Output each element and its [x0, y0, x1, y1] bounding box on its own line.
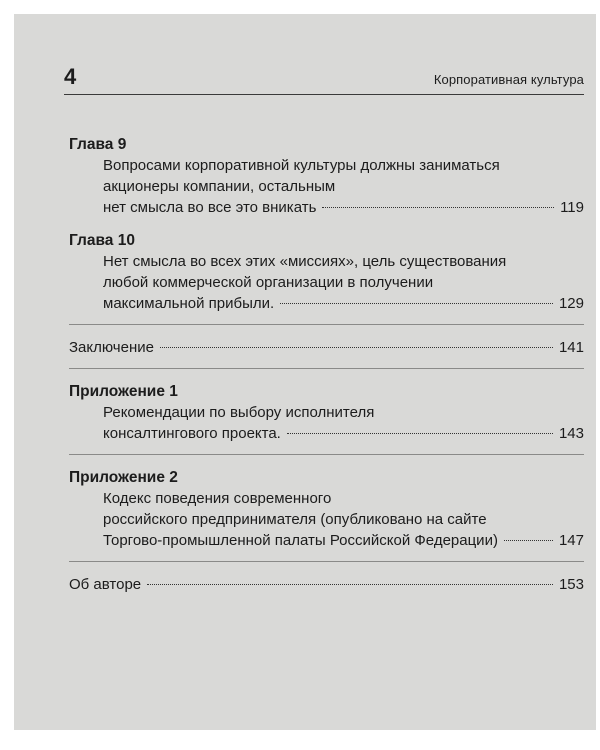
- page-ref: 147: [558, 532, 584, 549]
- toc-entry[interactable]: [69, 155, 584, 218]
- page-ref: 153: [558, 576, 584, 593]
- chapter-label: Глава 9: [69, 136, 127, 153]
- entry-line: консалтингового проекта.: [103, 425, 281, 442]
- table-of-contents: [69, 122, 584, 595]
- dot-leader: [504, 540, 553, 541]
- toc-entry-about-author[interactable]: [69, 574, 584, 595]
- entry-leader-line: [103, 293, 584, 314]
- entry-line: нет смысла во все это вникать: [103, 199, 317, 216]
- entry-line: любой коммерческой организации в получении: [103, 274, 434, 291]
- dot-leader: [147, 584, 553, 585]
- entry-line: Кодекс поведения современного: [103, 490, 332, 507]
- page-ref: 143: [558, 425, 584, 442]
- toc-entry[interactable]: [69, 251, 584, 314]
- entry-line: максимальной прибыли.: [103, 295, 275, 312]
- toc-section-chapter-10: [69, 230, 584, 314]
- page-number: 4: [64, 64, 77, 89]
- toc-section-chapter-9: [69, 134, 584, 218]
- dot-leader: [322, 207, 554, 208]
- dot-leader: [287, 433, 553, 434]
- section-divider: [69, 324, 584, 325]
- entry-line: акционеры компании, остальным: [103, 178, 336, 195]
- entry-title: Об авторе: [69, 576, 142, 593]
- page-ref: 129: [558, 295, 584, 312]
- dot-leader: [160, 347, 553, 348]
- toc-entry-conclusion[interactable]: [69, 337, 584, 358]
- entry-leader-line: [103, 530, 584, 551]
- section-divider: [69, 368, 584, 369]
- entry-line: Вопросами корпоративной культуры должны заниматься: [103, 157, 500, 174]
- page-ref: 119: [560, 199, 584, 216]
- entry-line: Нет смысла во всех этих «миссиях», цель существования: [103, 253, 507, 270]
- toc-entry[interactable]: [69, 488, 584, 551]
- section-divider: [69, 561, 584, 562]
- dot-leader: [280, 303, 553, 304]
- chapter-label: Глава 10: [69, 232, 135, 249]
- entry-line: Торгово-промышленной палаты Российской Федерации): [103, 532, 498, 549]
- appendix-label: Приложение 1: [69, 383, 178, 400]
- entry-title: Заключение: [69, 339, 154, 356]
- appendix-label: Приложение 2: [69, 469, 178, 486]
- section-divider: [69, 454, 584, 455]
- entry-line: Рекомендации по выбору исполнителя: [103, 404, 375, 421]
- running-title: Корпоративная культура: [433, 72, 584, 87]
- toc-entry[interactable]: [69, 402, 584, 444]
- toc-section-appendix-2: [69, 467, 584, 551]
- entry-leader-line: [103, 197, 584, 218]
- toc-section-appendix-1: [69, 381, 584, 444]
- entry-leader-line: [103, 423, 584, 444]
- book-page: [14, 14, 596, 730]
- entry-line: российского предпринимателя (опубликовано на сайте: [103, 511, 487, 528]
- page-header: [64, 64, 584, 95]
- page-ref: 141: [558, 339, 584, 356]
